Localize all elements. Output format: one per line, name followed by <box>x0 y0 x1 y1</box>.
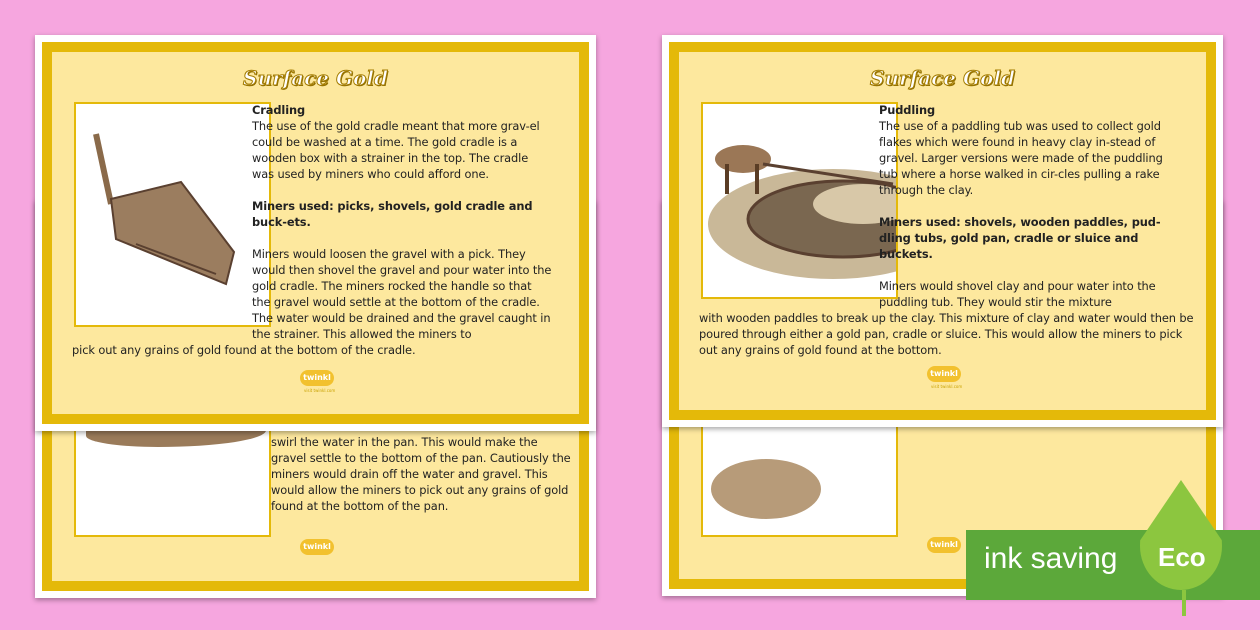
puddling-body: Miners would shovel clay and pour water into the puddling tub. They would stir the mixture <box>879 279 1156 309</box>
cradling-body: Miners would loosen the gravel with a pick. They would then shovel the gravel and pour water into the gold cradle. The miners rocked the handle so that the gravel would settle at the bottom of the cradle. The water would be drained and the gravel caught in the strainer. This allowed the miners to <box>252 247 552 341</box>
leaf-stem-icon <box>1182 590 1186 616</box>
right-front-card <box>662 35 1223 427</box>
ink-saving-label: ink saving <box>984 542 1118 575</box>
sluice-illustration <box>701 417 898 537</box>
cradling-tools: Miners used: picks, shovels, gold cradle and buck-ets. <box>252 199 533 229</box>
pan-body-text: swirl the water in the pan. This would make the gravel settle to the bottom of the pan. Cautiously the miners would drain off the water and gravel. This would allow the miners to pick out any grains of gold found at the bottom of the pan. <box>271 435 571 513</box>
eco-label: Eco <box>1158 542 1206 572</box>
cradling-heading: Cradling <box>252 103 306 117</box>
twinkl-url: visit twinkl.com <box>304 388 336 393</box>
twinkl-logo: twinkl <box>300 539 334 555</box>
cradling-text <box>252 102 552 342</box>
puddling-text <box>879 102 1179 310</box>
puddling-body-tail: with wooden paddles to break up the clay. This mixture of clay and water would then be poured through either a gold pan, cradle or sluice. This would allow the miners to pick out any grains of gold found at the bottom. <box>699 311 1194 357</box>
twinkl-logo: twinkl <box>927 537 961 553</box>
twinkl-url: visit twinkl.com <box>931 384 963 389</box>
puddling-intro: The use of a paddling tub was used to collect gold flakes which were found in heavy clay in-stead of gravel. Larger versions were made of the puddling tub where a horse walked in cir-cles pulling a rake through the clay. <box>879 119 1163 197</box>
horse-tub-icon <box>703 104 896 297</box>
puddling-tools: Miners used: shovels, wooden paddles, pud-dling tubs, gold pan, cradle or sluice and buckets. <box>879 215 1161 261</box>
cradling-intro: The use of the gold cradle meant that more grav-el could be washed at a time. The gold cradle is a wooden box with a strainer in the top. The cradle was used by miners who could afford one. <box>252 119 540 181</box>
gold-cradle-illustration <box>74 102 271 327</box>
twinkl-logo: twinkl <box>927 366 961 382</box>
cradle-icon <box>76 104 269 325</box>
puddling-tub-illustration <box>701 102 898 299</box>
cradling-body-tail: pick out any grains of gold found at the bottom of the cradle. <box>72 343 416 357</box>
gold-pan-illustration <box>74 417 271 537</box>
left-front-card <box>35 35 596 431</box>
twinkl-logo: twinkl <box>300 370 334 386</box>
puddling-heading: Puddling <box>879 103 936 117</box>
card-title: Surface Gold <box>870 66 1015 90</box>
card-title: Surface Gold <box>243 66 388 90</box>
